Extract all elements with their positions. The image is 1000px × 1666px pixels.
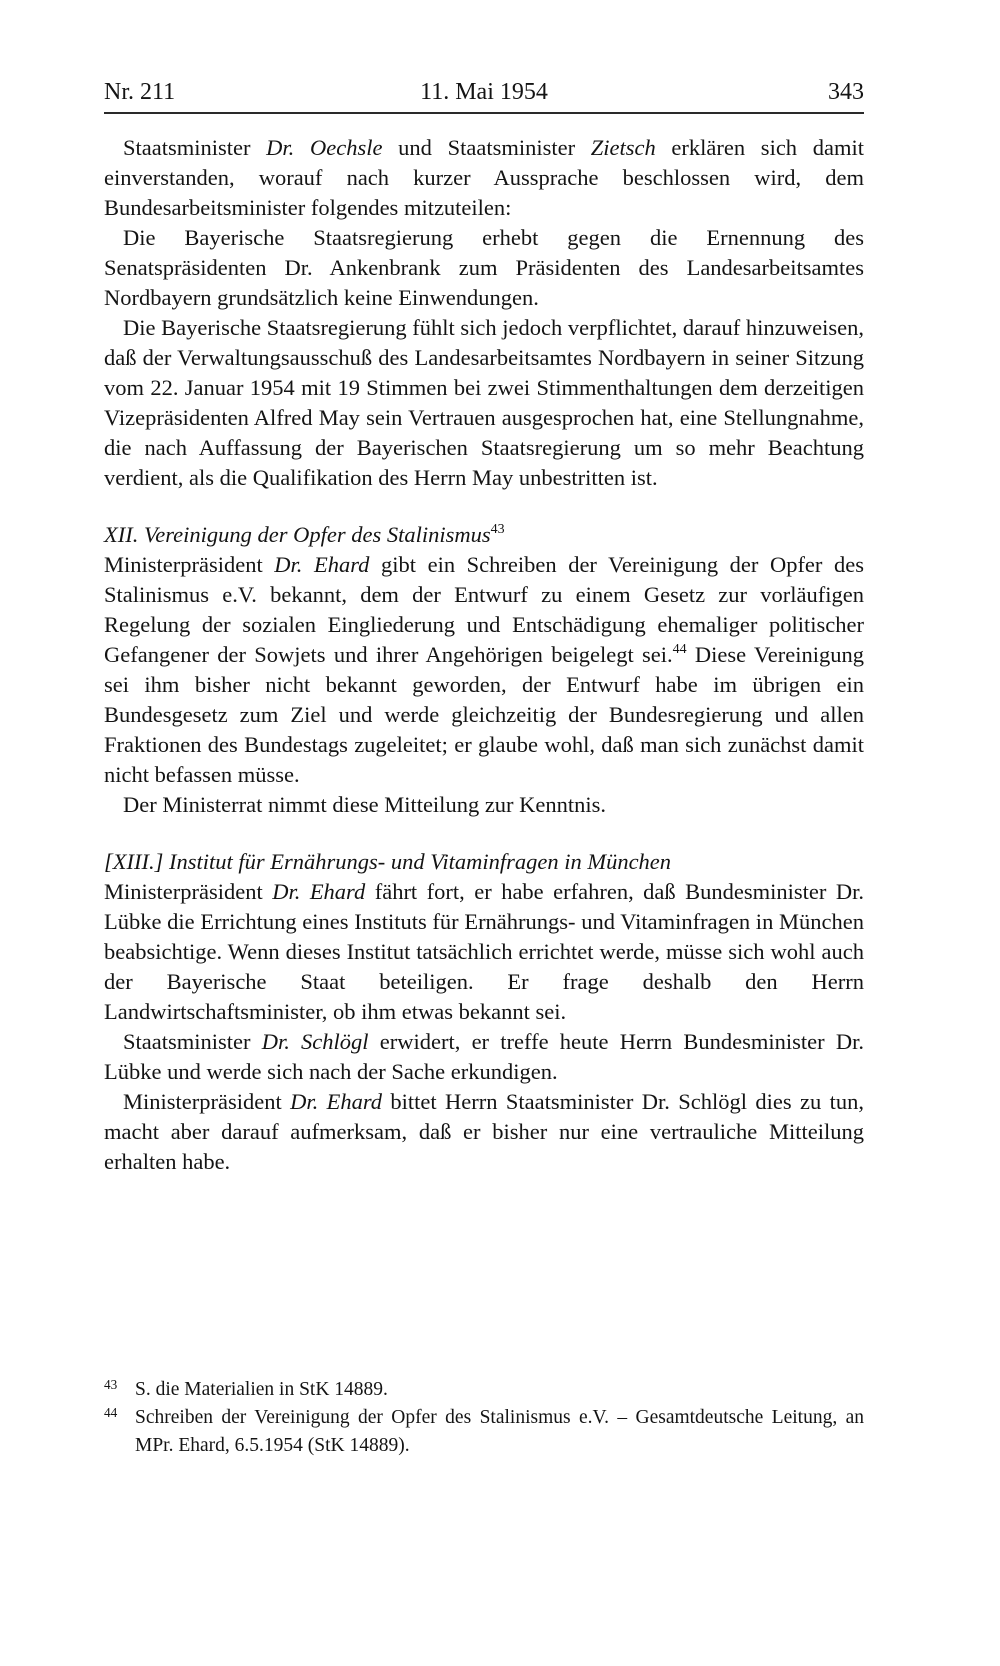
section-heading bbox=[104, 520, 864, 550]
text-run: Dr. Oechsle bbox=[266, 135, 383, 160]
text-run: fährt fort, er habe erfahren, daß Bundesminister Dr. Lübke die Errichtung eines Instituts für Ernährungs- und Vitaminfragen in München beabsichtige. Wenn dieses Institut tatsächlich errichtet werde, müsse sich wohl auch der Bayerische Staat beteiligen. Er frage deshalb den Herrn Landwirtschaftsminister, ob ihm etwas bekannt sei. bbox=[104, 879, 864, 1024]
footnote bbox=[104, 1376, 864, 1404]
paragraph bbox=[104, 1087, 864, 1177]
text-run: gibt ein Schreiben der Vereinigung der Opfer des Stalinismus e.V. bekannt, dem der Entwurf zu einem Gesetz zur vorläufigen Regelung der sozialen Eingliederung und Entschädigung ehemaliger politischer Gefangener der Sowjets und ihrer Angehörigen beigelegt sei. bbox=[104, 552, 864, 667]
paragraph bbox=[104, 790, 864, 820]
footnote-reference: 44 bbox=[672, 642, 687, 657]
footnotes-section bbox=[104, 1376, 864, 1459]
header-page-number: 343 bbox=[828, 79, 864, 105]
footnote-text: S. die Materialien in StK 14889. bbox=[135, 1379, 388, 1400]
text-run: Dr. Ehard bbox=[272, 879, 366, 904]
paragraph bbox=[104, 223, 864, 313]
document-body bbox=[104, 133, 864, 1177]
footnote-reference: 43 bbox=[490, 522, 505, 537]
text-run: Der Ministerrat nimmt diese Mitteilung zur Kenntnis. bbox=[123, 792, 607, 817]
text-run: [XIII.] Institut für Ernährungs- und Vitaminfragen in München bbox=[104, 849, 672, 874]
text-run: Staatsminister bbox=[123, 1029, 262, 1054]
footnote-marker: 43 bbox=[104, 1377, 118, 1392]
text-run: Staatsminister bbox=[123, 135, 267, 160]
text-run: und Staatsminister bbox=[382, 135, 591, 160]
page-header bbox=[104, 78, 864, 108]
text-run: erklären sich damit einverstanden, worauf nach kurzer Aussprache beschlossen wird, dem Bundesarbeitsminister folgendes mitzuteilen: bbox=[104, 135, 864, 220]
section-heading bbox=[104, 847, 864, 877]
paragraph bbox=[104, 1027, 864, 1087]
footnote-text: Schreiben der Vereinigung der Opfer des Stalinismus e.V. – Gesamtdeutsche Leitung, an MPr. Ehard, 6.5.1954 (StK 14889). bbox=[135, 1407, 864, 1456]
header-rule bbox=[104, 112, 864, 114]
text-run: Dr. Ehard bbox=[290, 1089, 383, 1114]
text-run: XII. Vereinigung der Opfer des Stalinismus bbox=[104, 522, 491, 547]
paragraph bbox=[104, 313, 864, 493]
text-run: Dr. Ehard bbox=[274, 552, 370, 577]
paragraph bbox=[104, 133, 864, 223]
text-run: Ministerpräsident bbox=[104, 879, 273, 904]
text-run: Zietsch bbox=[590, 135, 656, 160]
text-run: Diese Vereinigung sei ihm bisher nicht bekannt geworden, der Entwurf habe im übrigen ein Bundesgesetz zum Ziel und werde gleichzeitig der Bundesregierung und allen Fraktionen des Bundestags zugeleitet; er glaube wohl, daß man sich zunächst damit nicht befassen müsse. bbox=[104, 642, 864, 787]
text-run: Die Bayerische Staatsregierung erhebt gegen die Ernennung des Senatspräsidenten Dr. Ankenbrank zum Präsidenten des Landesarbeitsamtes Nordbayern grundsätzlich keine Einwendungen. bbox=[104, 225, 864, 310]
text-run: erwidert, er treffe heute Herrn Bundesminister Dr. Lübke und werde sich nach der Sache erkundigen. bbox=[104, 1029, 864, 1084]
header-issue-number: Nr. 211 bbox=[104, 79, 176, 105]
paragraph bbox=[104, 877, 864, 1027]
footnote bbox=[104, 1404, 864, 1459]
text-run: Dr. Schlögl bbox=[261, 1029, 369, 1054]
footnote-marker: 44 bbox=[104, 1405, 118, 1420]
text-run: bittet Herrn Staatsminister Dr. Schlögl dies zu tun, macht aber darauf aufmerksam, daß er bisher nur eine vertrauliche Mitteilung erhalten habe. bbox=[104, 1089, 864, 1174]
text-run: Ministerpräsident bbox=[104, 552, 275, 577]
paragraph bbox=[104, 550, 864, 790]
text-run: Die Bayerische Staatsregierung fühlt sich jedoch verpflichtet, darauf hinzuweisen, daß der Verwaltungsausschuß des Landesarbeitsamtes Nordbayern in seiner Sitzung vom 22. Januar 1954 mit 19 Stimmen bei zwei Stimmenthaltungen dem derzeitigen Vizepräsidenten Alfred May sein Vertrauen ausgesprochen hat, eine Stellungnahme, die nach Auffassung der Bayerischen Staatsregierung um so mehr Beachtung verdient, als die Qualifikation des Herrn May unbestritten ist. bbox=[104, 315, 864, 490]
text-run: Ministerpräsident bbox=[123, 1089, 291, 1114]
header-date: 11. Mai 1954 bbox=[420, 79, 548, 105]
